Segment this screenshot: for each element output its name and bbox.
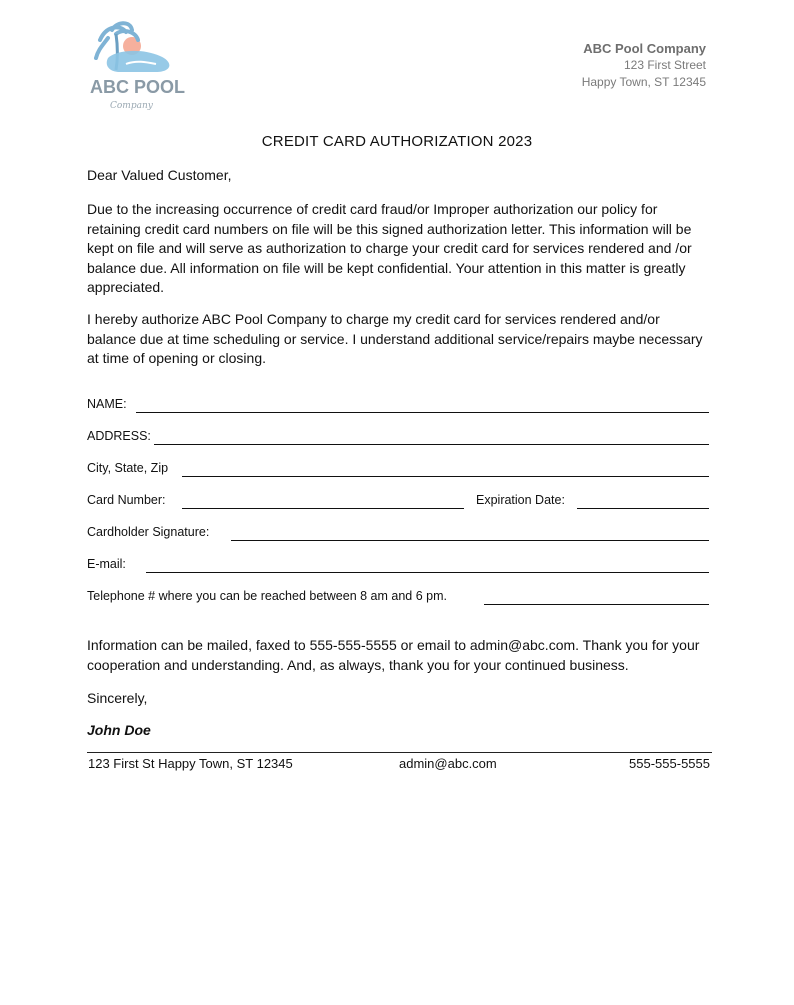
company-address-block bbox=[582, 40, 706, 91]
card-number-line[interactable] bbox=[182, 508, 464, 509]
svg-text:Company: Company bbox=[110, 101, 153, 111]
card-number-label: Card Number: bbox=[87, 493, 166, 507]
policy-paragraph: Due to the increasing occurrence of credit card fraud/or Improper authorization our policy for retaining credit card numbers on file will be this signed authorization letter. This information will be kept on file and will serve as authorization to charge your credit card for services rendered and /or balance due. All information on file will be kept confidential. Your attention in this matter is greatly appreciated. bbox=[87, 201, 692, 295]
email-field[interactable] bbox=[87, 553, 709, 573]
closing-paragraph: Information can be mailed, faxed to 555-555-5555 or email to admin@abc.com. Thank you for your cooperation and understanding. And, as always, thank you for your continued business. bbox=[87, 637, 700, 673]
expiration-label: Expiration Date: bbox=[476, 493, 565, 507]
svg-text:ABC POOL: ABC POOL bbox=[90, 77, 186, 97]
authorization-paragraph: I hereby authorize ABC Pool Company to charge my credit card for services rendered and/or balance due at time scheduling or service. I understand additional service/repairs maybe necessary at time of opening or closing. bbox=[87, 311, 703, 366]
cardholder-signature-field[interactable] bbox=[87, 521, 709, 541]
footer-phone: 555-555-5555 bbox=[629, 756, 710, 771]
greeting: Dear Valued Customer, bbox=[87, 167, 232, 183]
name-field[interactable] bbox=[87, 393, 709, 413]
email-line[interactable] bbox=[146, 572, 709, 573]
name-line[interactable] bbox=[136, 412, 709, 413]
company-logo bbox=[86, 18, 186, 114]
email-label: E-mail: bbox=[87, 557, 126, 571]
telephone-field[interactable] bbox=[87, 585, 709, 605]
telephone-label: Telephone # where you can be reached between 8 am and 6 pm. bbox=[87, 589, 447, 603]
document-title: CREDIT CARD AUTHORIZATION 2023 bbox=[261, 133, 533, 150]
footer-divider bbox=[87, 752, 712, 753]
signature-line[interactable] bbox=[231, 540, 709, 541]
name-label: NAME: bbox=[87, 397, 127, 411]
signature-label: Cardholder Signature: bbox=[87, 525, 210, 539]
address-label: ADDRESS: bbox=[87, 429, 151, 443]
footer-address: 123 First St Happy Town, ST 12345 bbox=[88, 756, 293, 771]
footer-email: admin@abc.com bbox=[399, 756, 497, 771]
address-line[interactable] bbox=[154, 444, 709, 445]
company-name: ABC Pool Company bbox=[583, 41, 706, 56]
card-number-field[interactable] bbox=[87, 489, 709, 509]
city-state-zip-line[interactable] bbox=[182, 476, 709, 477]
palm-pool-logo-icon bbox=[86, 18, 186, 114]
company-street: 123 First Street bbox=[623, 58, 706, 72]
city-state-zip-label: City, State, Zip bbox=[87, 461, 169, 475]
company-city: Happy Town, ST 12345 bbox=[581, 75, 706, 89]
telephone-line[interactable] bbox=[484, 604, 709, 605]
sincerely: Sincerely, bbox=[87, 690, 148, 706]
expiration-line[interactable] bbox=[577, 508, 709, 509]
address-field[interactable] bbox=[87, 425, 709, 445]
signer-name: John Doe bbox=[87, 722, 151, 738]
city-state-zip-field[interactable] bbox=[87, 457, 709, 477]
